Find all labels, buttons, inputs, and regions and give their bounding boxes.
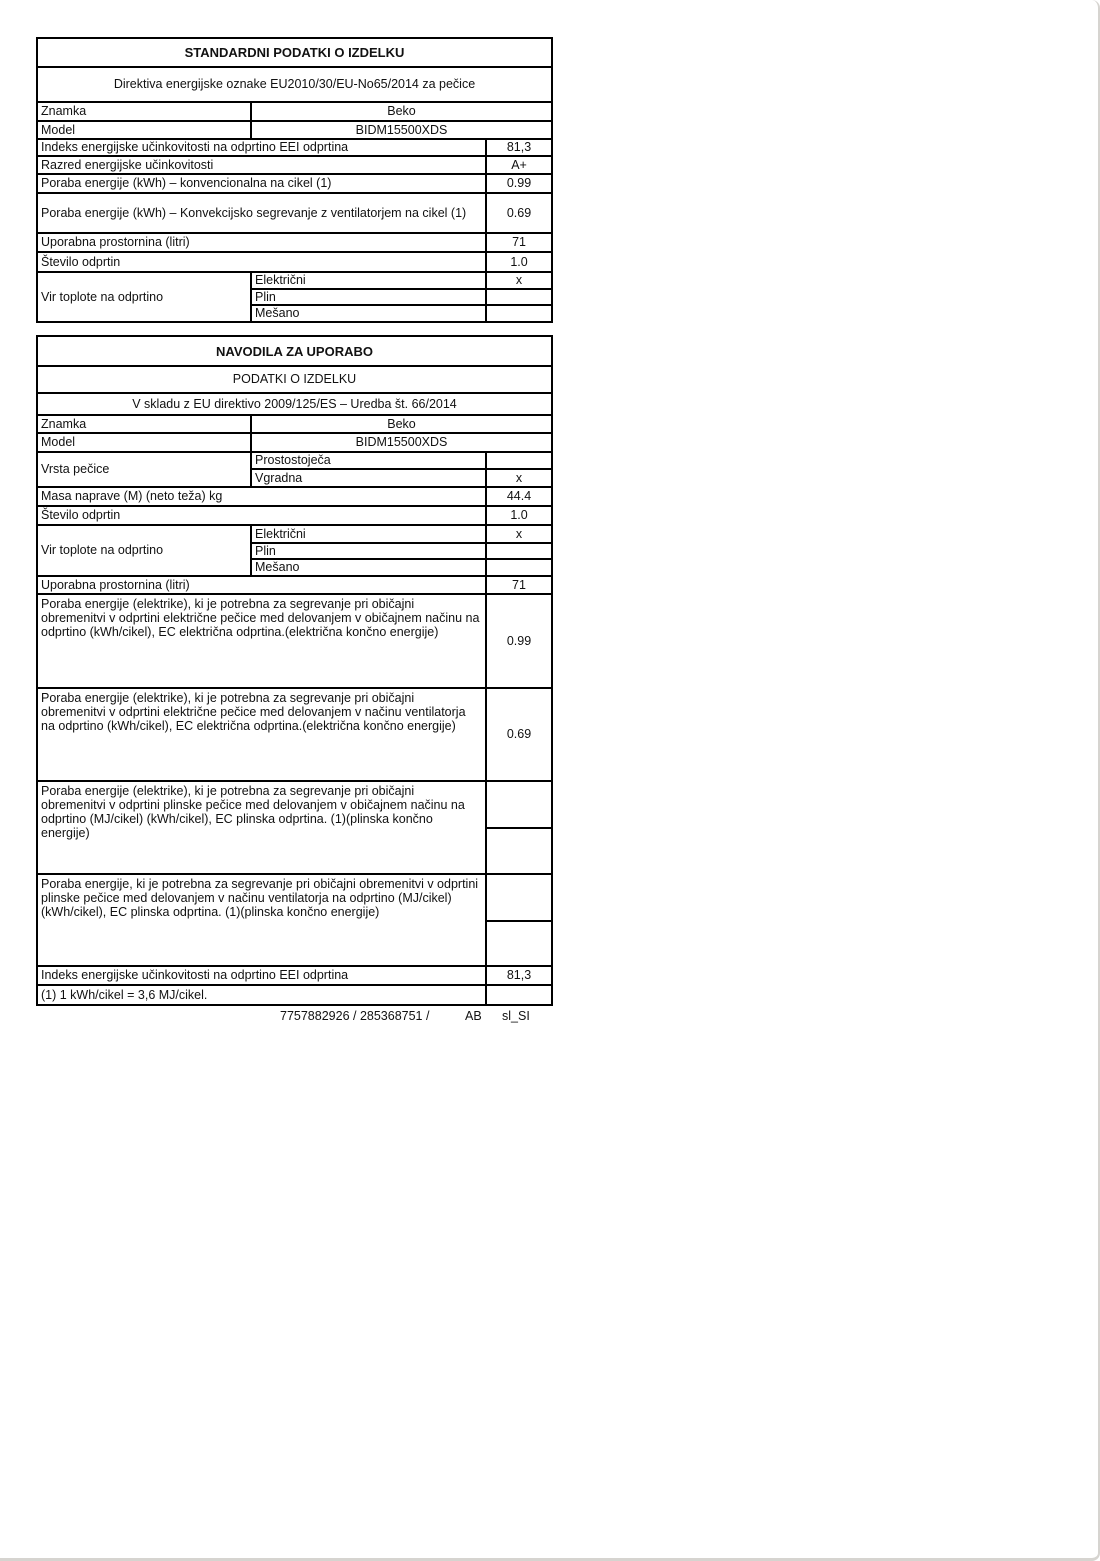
brand-label: Znamka: [37, 102, 251, 121]
eei-label: Indeks energijske učinkovitosti na odprtino EEI odprtina: [37, 139, 486, 156]
cavities-label: Število odprtin: [37, 506, 486, 525]
mass-value: 44.4: [486, 487, 552, 506]
model-value: BIDM15500XDS: [251, 121, 552, 139]
model-label: Model: [37, 433, 251, 452]
oven-type-option: Vgradna: [251, 469, 486, 487]
heat-source-value: [486, 289, 552, 305]
volume-value: 71: [486, 233, 552, 252]
brand-value: Beko: [251, 415, 552, 433]
heat-source-option: Plin: [251, 543, 486, 559]
revision-code: AB: [465, 1009, 482, 1023]
cavities-value: 1.0: [486, 506, 552, 525]
energy-class-value: A+: [486, 156, 552, 174]
heat-source-label: Vir toplote na odprtino: [37, 525, 251, 576]
ec-gas-conventional-label: Poraba energije (elektrike), ki je potrebna za segrevanje pri običajni obremenitvi v odprtini plinske pečice med delovanjem v običajnem načinu na odprtino (MJ/cikel) (kWh/cikel), EC plinska odprtina. (1)(plinska končno energije): [37, 781, 486, 874]
instructions-product-data-table: [36, 335, 553, 1006]
heat-source-option: Električni: [251, 272, 486, 289]
document-codes: 7757882926 / 285368751 /: [280, 1009, 430, 1023]
standard-product-data-table: [36, 37, 553, 323]
cavities-label: Število odprtin: [37, 252, 486, 272]
table1-subtitle: Direktiva energijske oznake EU2010/30/EU-No65/2014 za pečice: [37, 67, 552, 102]
heat-source-option: Mešano: [251, 559, 486, 576]
ec-gas-conventional-mj-value: [486, 781, 552, 828]
ec-electric-conventional-value: 0.99: [486, 594, 552, 688]
heat-source-option: Plin: [251, 289, 486, 305]
model-value: BIDM15500XDS: [251, 433, 552, 452]
ec-gas-fan-kwh-value: [486, 921, 552, 966]
heat-source-value: [486, 543, 552, 559]
mass-label: Masa naprave (M) (neto teža) kg: [37, 487, 486, 506]
table2-title: NAVODILA ZA UPORABO: [37, 336, 552, 366]
brand-value: Beko: [251, 102, 552, 121]
table2-subtitle: PODATKI O IZDELKU: [37, 366, 552, 393]
table1-title: STANDARDNI PODATKI O IZDELKU: [37, 38, 552, 67]
ec-electric-fan-label: Poraba energije (elektrike), ki je potrebna za segrevanje pri običajni obremenitvi v odprtini električne pečice med delovanjem v načinu ventilatorja na odprtino (kWh/cikel), EC električna odprtina.(električna končno energije): [37, 688, 486, 781]
eei-value: 81,3: [486, 139, 552, 156]
footnote: (1) 1 kWh/cikel = 3,6 MJ/cikel.: [37, 985, 486, 1005]
brand-label: Znamka: [37, 415, 251, 433]
heat-source-value: x: [486, 525, 552, 543]
oven-type-value: [486, 452, 552, 469]
ec-electric-conventional-label: Poraba energije (elektrike), ki je potrebna za segrevanje pri običajni obremenitvi v odprtini električne pečice med delovanjem v običajnem načinu na odprtino (kWh/cikel), EC električna odprtina.(električna končno energije): [37, 594, 486, 688]
ec-electric-fan-value: 0.69: [486, 688, 552, 781]
eei-value: 81,3: [486, 966, 552, 985]
eei-label: Indeks energijske učinkovitosti na odprtino EEI odprtina: [37, 966, 486, 985]
energy-fan-value: 0.69: [486, 193, 552, 233]
model-label: Model: [37, 121, 251, 139]
energy-conventional-value: 0.99: [486, 174, 552, 193]
energy-conventional-label: Poraba energije (kWh) – konvencionalna na cikel (1): [37, 174, 486, 193]
oven-type-value: x: [486, 469, 552, 487]
heat-source-value: x: [486, 272, 552, 289]
volume-label: Uporabna prostornina (litri): [37, 233, 486, 252]
ec-gas-fan-label: Poraba energije, ki je potrebna za segrevanje pri običajni obremenitvi v odprtini plinske pečice med delovanjem v načinu ventilatorja na odprtino (MJ/cikel) (kWh/cikel), EC plinska odprtina. (1)(plinska končno energije): [37, 874, 486, 966]
energy-class-label: Razred energijske učinkovitosti: [37, 156, 486, 174]
heat-source-label: Vir toplote na odprtino: [37, 272, 251, 322]
oven-type-option: Prostostoječa: [251, 452, 486, 469]
ec-gas-conventional-kwh-value: [486, 828, 552, 874]
volume-label: Uporabna prostornina (litri): [37, 576, 486, 594]
heat-source-value: [486, 305, 552, 322]
energy-fan-label: Poraba energije (kWh) – Konvekcijsko segrevanje z ventilatorjem na cikel (1): [37, 193, 486, 233]
heat-source-value: [486, 559, 552, 576]
cavities-value: 1.0: [486, 252, 552, 272]
ec-gas-fan-mj-value: [486, 874, 552, 921]
regulation-text: V skladu z EU direktivo 2009/125/ES – Uredba št. 66/2014: [37, 393, 552, 415]
volume-value: 71: [486, 576, 552, 594]
oven-type-label: Vrsta pečice: [37, 452, 251, 487]
heat-source-option: Električni: [251, 525, 486, 543]
locale-code: sl_SI: [502, 1009, 530, 1023]
heat-source-option: Mešano: [251, 305, 486, 322]
footnote-value: [486, 985, 552, 1005]
